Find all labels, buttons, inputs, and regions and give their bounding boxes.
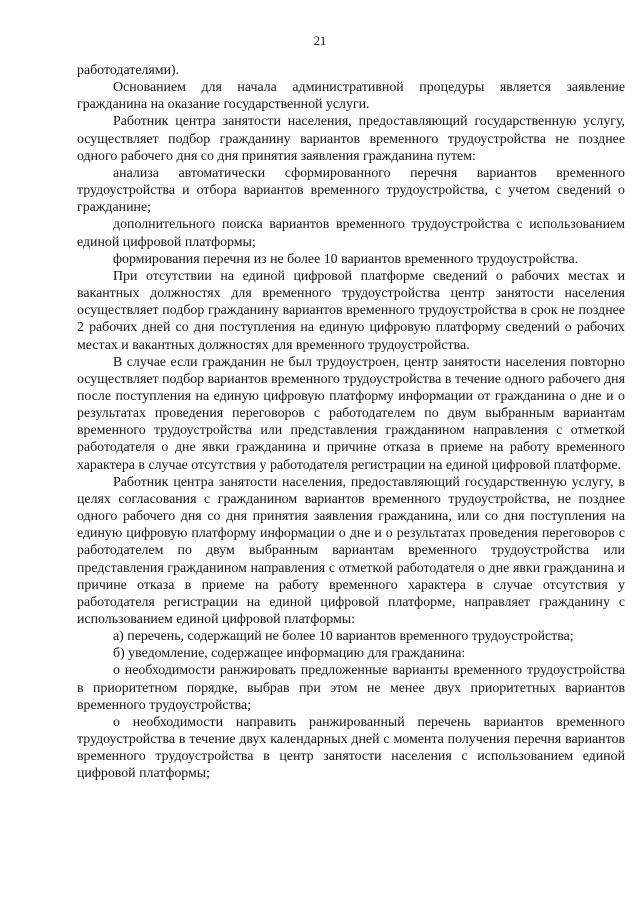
- paragraph-item-b: б) уведомление, содержащее информацию для гражданина:: [113, 646, 466, 662]
- paragraph-continuation: работодателями).: [77, 63, 180, 78]
- document-body: [77, 62, 625, 783]
- paragraph-coordination: Работник центра занятости населения, предоставляющий государственную услугу, в целях согласования с гражданином вариантов временного трудоустройства, не позднее одного рабочего дня со дня принятия заявления гражданина, или со дня поступления на единую цифровую платформу информации о дне и о результатах проведения переговоров с работодателем по двум выбранным вариантам временного трудоустройства или представления гражданином направления с отметкой работодателя о дне явки гражданина и причине отказа в приеме на работу временного характера в случае отсутствия у работодателя регистрации на единой цифровой платформе, направляет гражданину с использованием единой цифровой платформы:: [77, 474, 625, 627]
- paragraph-no-info-case: При отсутствии на единой цифровой платформе сведений о рабочих местах и вакантных должностях для временного трудоустройства центр занятости населения осуществляет подбор гражданину вариантов временного трудоустройства в срок не позднее 2 рабочих дней со дня поступления на единую цифровую платформу сведений о рабочих местах и вакантных должностях для временного трудоустройства.: [77, 268, 625, 353]
- paragraph-analysis-item: анализа автоматически сформированного перечня вариантов временного трудоустройства и отбора вариантов временного трудоустройства, с учетом сведений о гражданине;: [77, 165, 625, 216]
- paragraph-employee-selection: Работник центра занятости населения, предоставляющий государственную услугу, осуществляет подбор гражданину вариантов временного трудоустройства не позднее одного рабочего дня со дня принятия заявления гражданина путем:: [77, 114, 625, 164]
- paragraph-ranking-note: о необходимости ранжировать предложенные варианты временного трудоустройства в приоритетном порядке, выбрав при этом не менее двух приоритетных вариантов временного трудоустройства;: [77, 663, 625, 713]
- paragraph-list-forming-item: формирования перечня из не более 10 вариантов временного трудоустройства.: [113, 251, 579, 267]
- paragraph-basis: Основанием для начала административной процедуры является заявление гражданина на оказание государственной услуги.: [77, 80, 625, 113]
- page-number: 21: [313, 34, 327, 48]
- paragraph-item-a: а) перечень, содержащий не более 10 вариантов временного трудоустройства;: [113, 629, 574, 645]
- paragraph-not-employed-case: В случае если гражданин не был трудоустроен, центр занятости населения повторно осуществляет подбор вариантов временного трудоустройства в течение одного рабочего дня после поступления на единую цифровую платформу информации от гражданина о дне и о результатах проведения переговоров с работодателем по двум выбранным вариантам временного трудоустройства или представления гражданином направления с отметкой работодателя о дне явки гражданина и причине отказа в приеме на работу временного характера в случае отсутствия у работодателя регистрации на единой цифровой платформе.: [77, 354, 625, 473]
- paragraph-send-ranking-note: о необходимости направить ранжированный перечень вариантов временного трудоустройства в течение двух календарных дней с момента получения перечня вариантов временного трудоустройства в центр занятости населения с использованием единой цифровой платформы;: [77, 714, 625, 782]
- paragraph-additional-search-item: дополнительного поиска вариантов временного трудоустройства с использованием единой цифровой платформы;: [77, 217, 625, 250]
